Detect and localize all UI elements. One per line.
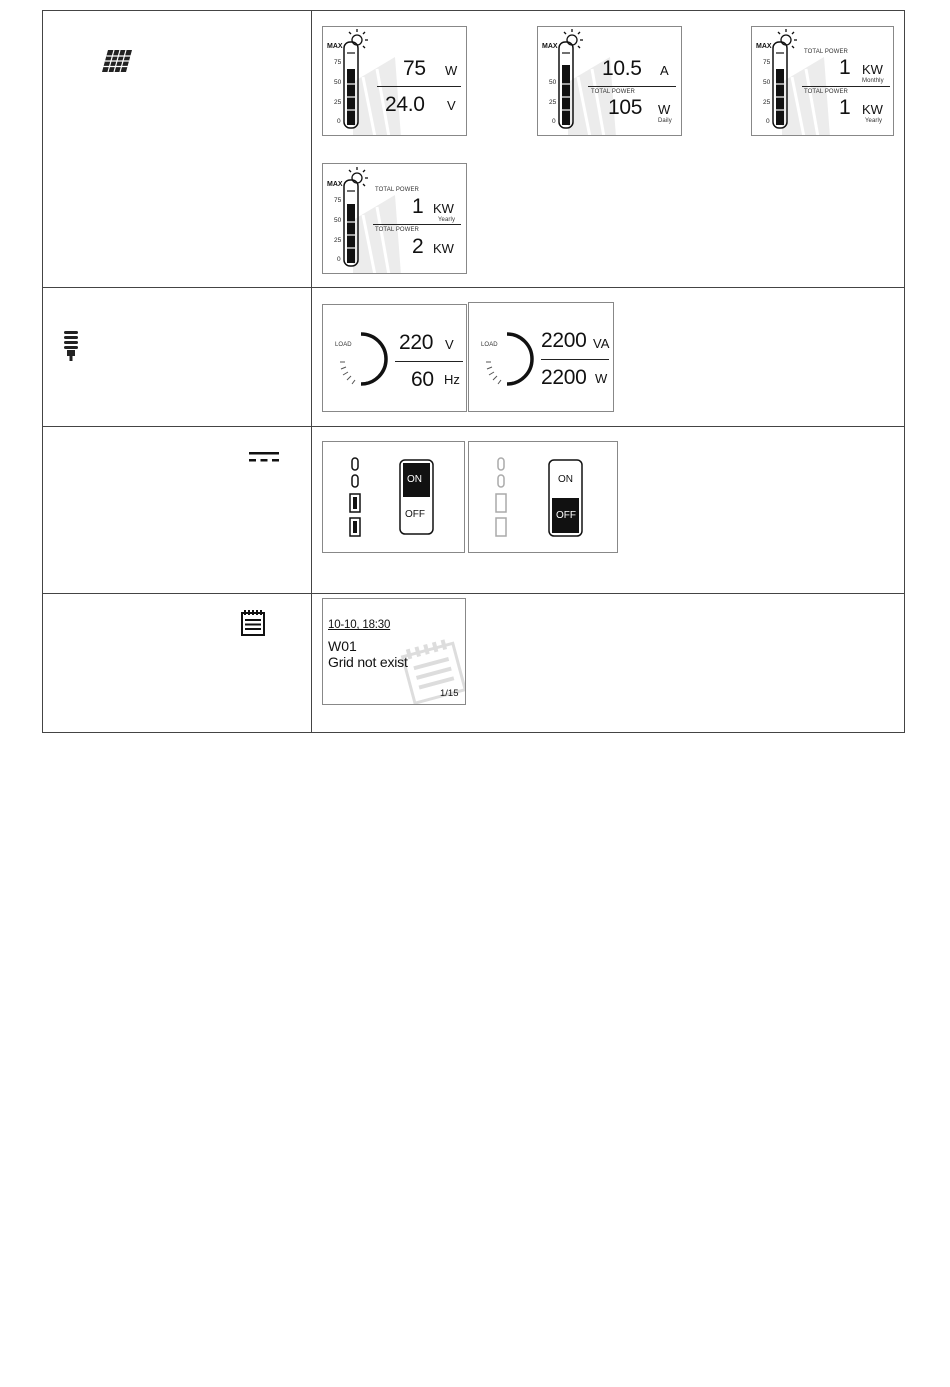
separator <box>377 86 461 87</box>
scale-tick-50: 50 <box>549 79 557 86</box>
load-screen-2 <box>468 302 614 412</box>
scale-max-label: MAX <box>327 181 343 188</box>
total-power-caption: TOTAL POWER <box>804 89 848 95</box>
scale-tick-0: 0 <box>337 256 341 263</box>
load-voltage-value: 220 <box>399 331 434 354</box>
separator <box>373 224 461 225</box>
total-power-caption: TOTAL POWER <box>375 187 419 193</box>
pv-yearly-unit: KW <box>433 201 454 216</box>
separator <box>541 359 609 360</box>
load-frequency-unit: Hz <box>444 372 460 387</box>
scale-tick-50: 50 <box>334 217 342 224</box>
event-code: W01 <box>328 638 357 654</box>
separator <box>588 86 676 87</box>
event-log-screen <box>322 598 466 705</box>
scale-tick-75: 75 <box>334 59 342 66</box>
dc-on-label: ON <box>558 474 573 485</box>
solar-panel-icon <box>100 48 134 74</box>
event-timestamp: 10-10, 18:30 <box>328 619 391 631</box>
pv-power-value: 75 <box>403 57 426 80</box>
scale-tick-50: 50 <box>763 79 771 86</box>
scale-tick-0: 0 <box>337 118 341 125</box>
pv-monthly-value: 1 <box>839 56 851 79</box>
period-label: Monthly <box>862 78 884 84</box>
total-power-caption: TOTAL POWER <box>804 49 848 55</box>
pv-screen-1 <box>322 26 467 136</box>
load-apparent-power-unit: VA <box>593 336 610 351</box>
pv-screen-4 <box>322 163 467 274</box>
dc-screen-on <box>322 441 465 553</box>
pv-total-unit: KW <box>433 241 454 256</box>
total-power-caption: TOTAL POWER <box>591 89 635 95</box>
load-screen-1 <box>322 304 467 412</box>
load-label: LOAD <box>481 342 498 348</box>
load-frequency-value: 60 <box>411 368 434 391</box>
period-label: Yearly <box>865 118 883 124</box>
column-divider <box>311 11 312 732</box>
scale-tick-25: 25 <box>334 237 342 244</box>
event-message: Grid not exist <box>328 654 408 670</box>
pv-monthly-unit: KW <box>862 62 883 77</box>
scale-max-label: MAX <box>756 43 772 50</box>
pv-yearly-value: 1 <box>412 195 424 218</box>
pv-current-unit: A <box>660 63 669 78</box>
scale-tick-25: 25 <box>549 99 557 106</box>
event-page-indicator: 1/15 <box>440 688 459 699</box>
lightbulb-icon <box>62 329 80 363</box>
period-label: Daily <box>658 118 672 124</box>
load-apparent-power-value: 2200 <box>541 329 587 352</box>
pv-daily-value: 105 <box>608 96 643 119</box>
scale-max-label: MAX <box>327 43 343 50</box>
dc-symbol-icon <box>248 451 280 465</box>
scale-tick-75: 75 <box>334 197 342 204</box>
row-divider-2 <box>43 426 904 427</box>
pv-yearly-value: 1 <box>839 96 851 119</box>
dc-off-label: OFF <box>556 510 576 521</box>
pv-yearly-unit: KW <box>862 102 883 117</box>
separator <box>395 361 463 362</box>
load-label: LOAD <box>335 342 352 348</box>
load-active-power-unit: W <box>595 371 608 386</box>
pv-voltage-unit: V <box>447 98 456 113</box>
total-power-caption: TOTAL POWER <box>375 227 419 233</box>
pv-total-value: 2 <box>412 235 424 258</box>
pv-current-value: 10.5 <box>602 57 642 80</box>
row-divider-3 <box>43 593 904 594</box>
event-log-icon <box>240 609 266 637</box>
pv-screen-3 <box>751 26 894 136</box>
scale-tick-25: 25 <box>334 99 342 106</box>
pv-daily-unit: W <box>658 102 671 117</box>
load-voltage-unit: V <box>445 337 454 352</box>
pv-screen-2 <box>537 26 682 136</box>
pv-power-unit: W <box>445 63 458 78</box>
dc-off-label: OFF <box>405 509 425 520</box>
period-label: Yearly <box>438 217 456 223</box>
scale-tick-50: 50 <box>334 79 342 86</box>
scale-tick-25: 25 <box>763 99 771 106</box>
row-divider-1 <box>43 287 904 288</box>
separator <box>802 86 890 87</box>
dc-screen-off <box>468 441 618 553</box>
pv-voltage-value: 24.0 <box>385 93 425 116</box>
scale-tick-75: 75 <box>763 59 771 66</box>
load-active-power-value: 2200 <box>541 366 587 389</box>
dc-on-label: ON <box>407 474 422 485</box>
scale-max-label: MAX <box>542 43 558 50</box>
scale-tick-0: 0 <box>766 118 770 125</box>
scale-tick-0: 0 <box>552 118 556 125</box>
